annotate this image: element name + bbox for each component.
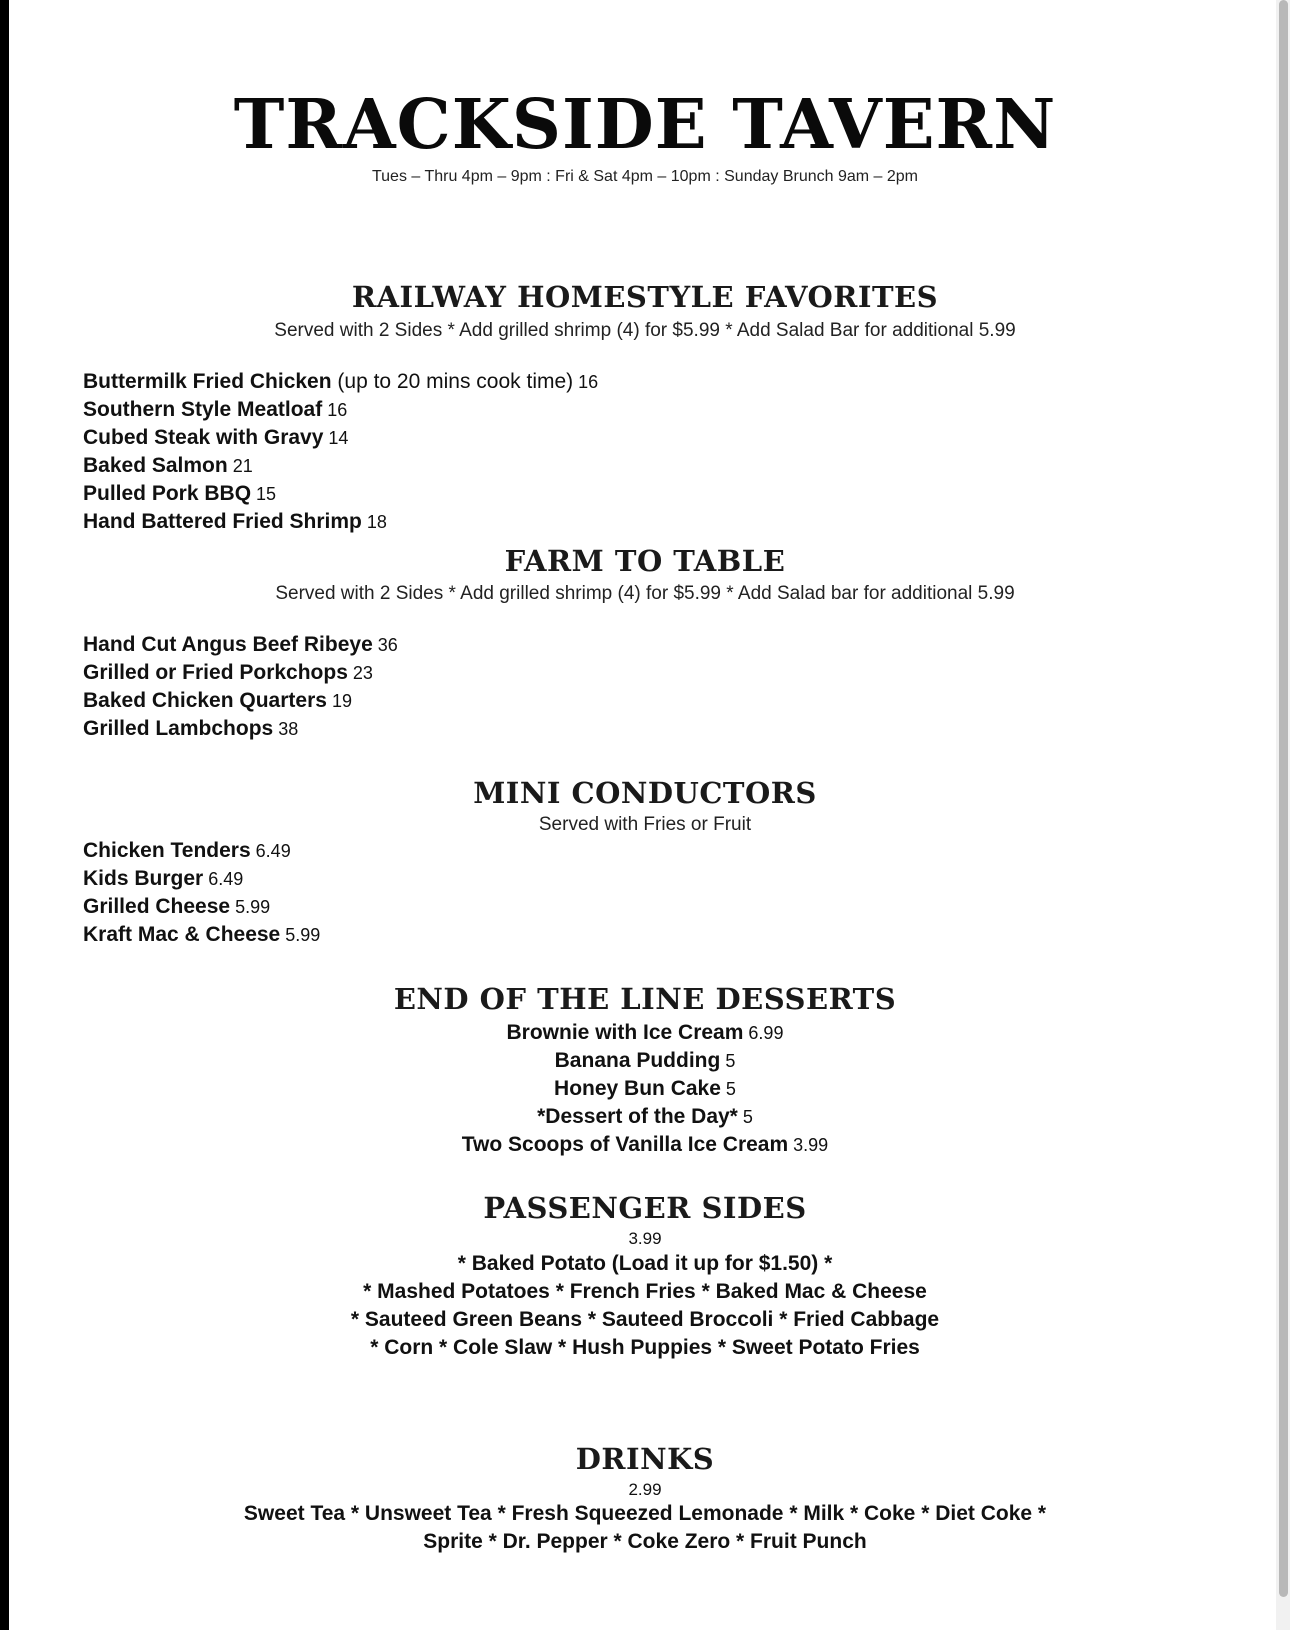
item-name: Southern Style Meatloaf — [83, 398, 323, 421]
section-note-farm: Served with 2 Sides * Add grilled shrimp (4) for $5.99 * Add Salad bar for additional 5.99 — [275, 583, 1015, 604]
item-price: 6.49 — [203, 869, 244, 889]
item-price: 3.99 — [788, 1135, 829, 1155]
menu-item — [83, 368, 598, 396]
item-price: 5.99 — [280, 925, 321, 945]
menu-item — [83, 480, 598, 508]
item-name: Baked Chicken Quarters — [83, 689, 327, 712]
drinks-price: 2.99 — [628, 1480, 662, 1499]
sides-line: * Baked Potato (Load it up for $1.50) * — [457, 1252, 833, 1275]
item-name: Kraft Mac & Cheese — [83, 923, 281, 946]
homestyle-items — [83, 368, 598, 536]
item-price: 14 — [323, 428, 349, 448]
sides-line: * Mashed Potatoes * French Fries * Baked Mac & Cheese — [363, 1280, 927, 1303]
item-price: 21 — [227, 456, 253, 476]
menu-item — [83, 715, 398, 743]
menu-item — [83, 631, 398, 659]
dessert-items — [0, 1019, 1290, 1159]
farm-items — [83, 631, 398, 743]
item-name: Cubed Steak with Gravy — [83, 426, 324, 449]
item-price: 36 — [372, 635, 398, 655]
section-heading-farm: FARM TO TABLE — [504, 544, 786, 578]
menu-item — [83, 921, 320, 949]
menu-item — [83, 893, 320, 921]
item-name: Baked Salmon — [83, 454, 228, 477]
section-note-kids: Served with Fries or Fruit — [538, 814, 752, 835]
section-note-homestyle: Served with 2 Sides * Add grilled shrimp (4) for $5.99 * Add Salad Bar for additional 5.99 — [274, 320, 1016, 341]
hours-line: Tues – Thru 4pm – 9pm : Fri & Sat 4pm – 10pm : Sunday Brunch 9am – 2pm — [371, 168, 919, 185]
menu-item — [0, 1103, 1290, 1131]
item-price: 23 — [347, 663, 373, 683]
item-name: Hand Battered Fried Shrimp — [83, 510, 362, 533]
menu-item — [0, 1131, 1290, 1159]
item-note: (up to 20 mins cook time) — [331, 370, 574, 393]
item-name: Brownie with Ice Cream — [506, 1021, 744, 1044]
sides-line: * Corn * Cole Slaw * Hush Puppies * Sweet Potato Fries — [370, 1336, 920, 1359]
item-price: 18 — [361, 512, 387, 532]
sides-price: 3.99 — [628, 1229, 662, 1248]
section-heading-desserts: END OF THE LINE DESSERTS — [393, 982, 897, 1016]
item-price: 5 — [720, 1051, 736, 1071]
section-heading-drinks: DRINKS — [575, 1442, 715, 1476]
item-name: Two Scoops of Vanilla Ice Cream — [461, 1133, 789, 1156]
section-heading-homestyle: RAILWAY HOMESTYLE FAVORITES — [351, 280, 939, 314]
menu-item — [83, 452, 598, 480]
sides-line: * Sauteed Green Beans * Sauteed Broccoli * Fried Cabbage — [350, 1308, 940, 1331]
restaurant-name: TRACKSIDE TAVERN — [233, 85, 1057, 165]
item-price: 19 — [326, 691, 352, 711]
item-price: 6.49 — [250, 841, 291, 861]
menu-item — [83, 508, 598, 536]
menu-item — [83, 687, 398, 715]
drinks-line: Sprite * Dr. Pepper * Coke Zero * Fruit Punch — [423, 1530, 867, 1553]
item-name: Banana Pudding — [554, 1049, 721, 1072]
item-price: 5.99 — [230, 897, 271, 917]
menu-item — [83, 865, 320, 893]
item-price: 5 — [720, 1079, 736, 1099]
item-price: 5 — [737, 1107, 753, 1127]
item-name: Honey Bun Cake — [554, 1077, 721, 1100]
section-heading-kids: MINI CONDUCTORS — [473, 776, 817, 810]
section-heading-sides: PASSENGER SIDES — [483, 1191, 807, 1225]
menu-item — [83, 396, 598, 424]
item-name: Grilled or Fried Porkchops — [83, 661, 348, 684]
kids-items — [83, 837, 320, 949]
item-price: 38 — [273, 719, 299, 739]
item-name: *Dessert of the Day* — [537, 1105, 738, 1128]
item-name: Kids Burger — [83, 867, 204, 890]
item-name: Chicken Tenders — [83, 839, 251, 862]
item-price: 6.99 — [743, 1023, 784, 1043]
menu-item — [0, 1019, 1290, 1047]
drinks-line: Sweet Tea * Unsweet Tea * Fresh Squeezed Lemonade * Milk * Coke * Diet Coke * — [243, 1502, 1047, 1525]
menu-item — [83, 837, 320, 865]
menu-item — [0, 1075, 1290, 1103]
item-name: Hand Cut Angus Beef Ribeye — [83, 633, 373, 656]
item-name: Pulled Pork BBQ — [83, 482, 252, 505]
menu-item — [83, 424, 598, 452]
item-price: 15 — [251, 484, 277, 504]
item-price: 16 — [322, 400, 348, 420]
item-name: Buttermilk Fried Chicken — [83, 370, 332, 393]
item-price: 16 — [573, 372, 599, 392]
item-name: Grilled Cheese — [83, 895, 231, 918]
menu-item — [83, 659, 398, 687]
menu-item — [0, 1047, 1290, 1075]
item-name: Grilled Lambchops — [83, 717, 274, 740]
